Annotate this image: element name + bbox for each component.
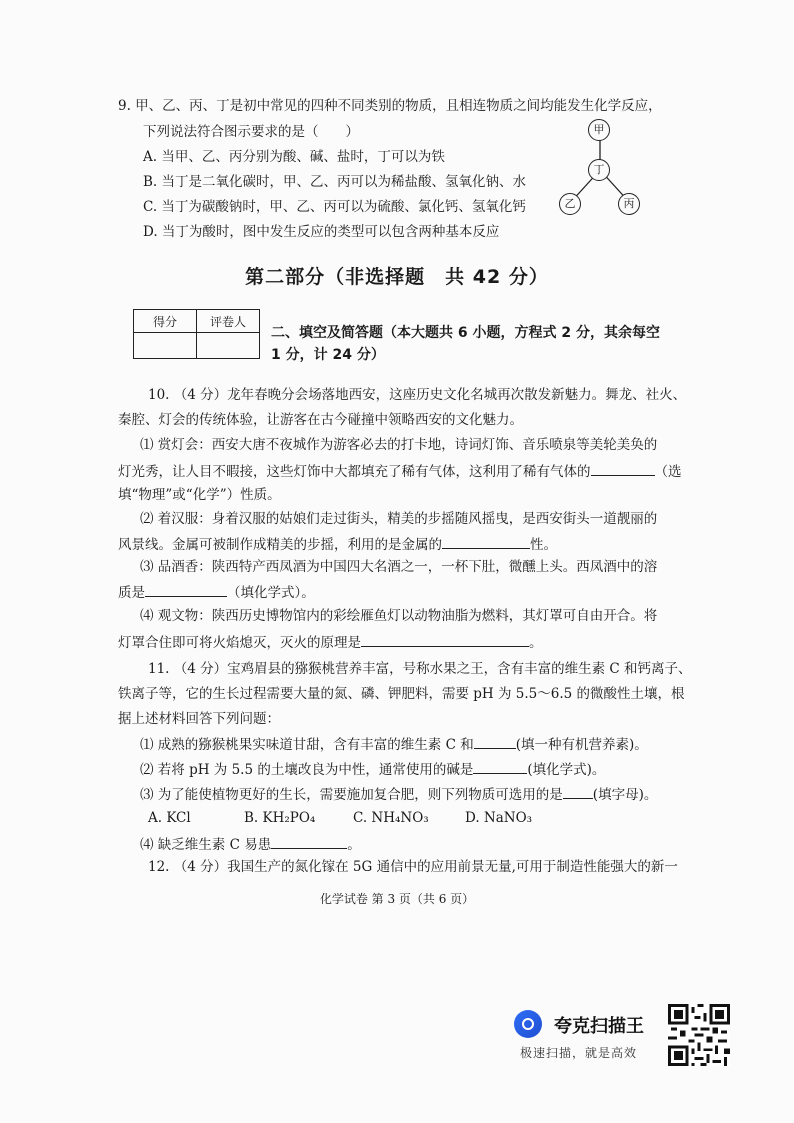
q11-answer-blank-3[interactable] (563, 784, 593, 799)
q11-sub4-tail: 。 (347, 837, 361, 853)
q10-sub4-tail: 。 (529, 635, 543, 651)
q11-sub1-tail: (填一种有机营养素)。 (515, 737, 648, 753)
q10-stem: 10. （4 分）龙年春晚分会场落地西安，这座历史文化名城再次散发新魅力。舞龙、社火、 (148, 387, 687, 403)
q10-answer-blank-3[interactable] (145, 582, 227, 597)
q10-sub2: ⑵ 着汉服：身着汉服的姑娘们走过街头，精美的步摇随风摇曳，是西安街头一道靓丽的 (140, 511, 658, 527)
q10-sub4: ⑷ 观文物：陕西历史博物馆内的彩绘雁鱼灯以动物油脂为燃料，其灯罩可自由开合。将 (140, 608, 658, 624)
grader-header: 评卷人 (197, 310, 260, 333)
q9-option-c: C. 当丁为碳酸钠时，甲、乙、丙可以为硫酸、氯化钙、氢氧化钙 (143, 199, 526, 215)
q11-sub1-text: ⑴ 成熟的猕猴桃果实味道甘甜，含有丰富的维生素 C 和 (140, 737, 474, 753)
q10-sub3-text: 质是 (118, 585, 145, 601)
q10-sub1-line2 (118, 461, 682, 481)
diagram-node-ding: 丁 (588, 159, 610, 181)
score-cell[interactable] (134, 333, 197, 359)
q11-stem-2: 铁离子等，它的生长过程需要大量的氮、磷、钾肥料，需要 pH 为 5.5～6.5 的微酸性土壤，根 (118, 686, 685, 702)
q11-sub3-tail: (填字母)。 (592, 787, 658, 803)
page-footer: 化学试卷 第 3 页（共 6 页） (319, 892, 475, 906)
score-table (133, 309, 260, 359)
scanner-brand-name: 夸克扫描王 (554, 1016, 644, 1037)
q11-sub4 (140, 834, 361, 854)
q10-answer-blank-2[interactable] (442, 534, 530, 549)
grader-cell[interactable] (197, 333, 260, 359)
q11-option-c: C. NH₄NO₃ (353, 810, 429, 826)
q11-answer-blank-4[interactable] (271, 834, 347, 849)
q10-sub3-line2 (118, 582, 315, 602)
q11-sub2-text: ⑵ 若将 pH 为 5.5 的土壤改良为中性，通常使用的碱是 (140, 762, 474, 778)
q9-option-b: B. 当丁是二氧化碳时，甲、乙、丙可以为稀盐酸、氢氧化钠、水 (143, 174, 527, 190)
q10-sub1-text: 灯光秀，让人目不暇接，这些灯饰中大都填充了稀有气体，这利用了稀有气体的 (118, 464, 591, 480)
q9-option-d: D. 当丁为酸时，图中发生反应的类型可以包含两种基本反应 (143, 224, 500, 240)
q11-answer-blank-1[interactable] (474, 734, 516, 749)
q10-stem-2: 秦腔、灯会的传统体验，让游客在古今碰撞中领略西安的文化魅力。 (118, 412, 523, 428)
q10-sub4-line2 (118, 632, 543, 652)
qr-code-icon (668, 1004, 730, 1066)
q10-sub4-text: 灯罩合住即可将火焰熄灭，灭火的原理是 (118, 635, 361, 651)
part2-title: 第二部分（非选择题 共 42 分） (245, 266, 549, 288)
diagram-node-bing: 丙 (618, 193, 640, 215)
q11-stem: 11. （4 分）宝鸡眉县的猕猴桃营养丰富，号称水果之王，含有丰富的维生素 C 和钙离子、 (148, 661, 692, 677)
q11-answer-blank-2[interactable] (473, 759, 527, 774)
q11-option-a: A. KCl (148, 810, 191, 826)
diagram-node-jia: 甲 (588, 119, 610, 141)
q10-sub1-tail: （选 (654, 464, 682, 480)
q10-sub2-line2 (118, 534, 557, 554)
section2-heading-2: 1 分，计 24 分） (271, 347, 385, 363)
q11-sub2 (140, 759, 605, 779)
q12-stem: 12. （4 分）我国生产的氮化镓在 5G 通信中的应用前景无量,可用于制造性能强大的新一 (148, 859, 678, 875)
q10-answer-blank-4[interactable] (361, 632, 529, 647)
scanner-slogan: 极速扫描，就是高效 (520, 1046, 638, 1060)
q10-sub3: ⑶ 品酒香：陕西特产西凤酒为中国四大名酒之一，一杯下肚，微醺上头。西凤酒中的溶 (140, 559, 658, 575)
q9-option-a: A. 当甲、乙、丙分别为酸、碱、盐时，丁可以为铁 (143, 149, 445, 165)
q11-option-d: D. NaNO₃ (465, 810, 533, 826)
q10-answer-blank-1[interactable] (591, 461, 655, 476)
q11-sub3 (140, 784, 657, 804)
q11-sub2-tail: (填化学式)。 (527, 762, 606, 778)
q9-stem: 9. 甲、乙、丙、丁是初中常见的四种不同类别的物质，且相连物质之间均能发生化学反应， (118, 98, 662, 114)
score-header: 得分 (134, 310, 197, 333)
q10-sub2-tail: 性。 (530, 537, 557, 553)
q10-sub1: ⑴ 赏灯会：西安大唐不夜城作为游客必去的打卡地，诗词灯饰、音乐喷泉等美轮美奂的 (140, 437, 658, 453)
q11-stem-3: 据上述材料回答下列问题： (118, 711, 280, 727)
q10-sub1-line3: 填“物理”或“化学”）性质。 (118, 487, 281, 503)
diagram-node-yi: 乙 (559, 193, 581, 215)
q11-sub1 (140, 734, 648, 754)
q11-sub3-text: ⑶ 为了能使植物更好的生长，需要施加复合肥，则下列物质可选用的是 (140, 787, 563, 803)
section2-heading: 二、填空及简答题（本大题共 6 小题，方程式 2 分，其余每空 (271, 325, 660, 341)
q10-sub2-text: 风景线。金属可被制作成精美的步摇，利用的是金属的 (118, 537, 442, 553)
q11-option-b: B. KH₂PO₄ (244, 810, 316, 826)
q11-sub4-text: ⑷ 缺乏维生素 C 易患 (140, 837, 272, 853)
q9-stem-2: 下列说法符合图示要求的是（ ） (143, 124, 359, 140)
scanner-logo-icon (514, 1010, 542, 1038)
q10-sub3-tail: （填化学式）。 (227, 585, 315, 601)
